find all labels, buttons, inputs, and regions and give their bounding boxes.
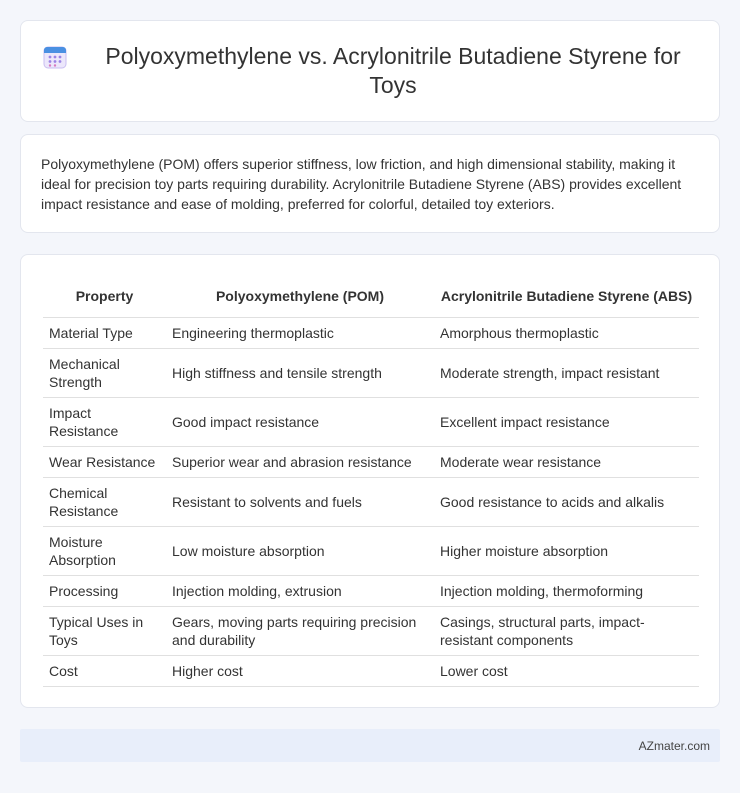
table-row [43,397,699,446]
footer-brand: AZmater.com [638,738,710,753]
row-abs: Excellent impact resistance [434,397,699,446]
calendar-icon [42,44,68,70]
table-row [43,446,699,477]
comparison-table [43,275,699,687]
row-property: Cost [43,655,166,686]
table-row [43,606,699,655]
row-property: Moisture Absorption [43,526,166,575]
row-abs: Good resistance to acids and alkalis [434,477,699,526]
header-abs: Acrylonitrile Butadiene Styrene (ABS) [434,275,699,317]
row-abs: Higher moisture absorption [434,526,699,575]
title-card [20,20,720,122]
row-pom: Engineering thermoplastic [166,317,434,348]
row-abs: Casings, structural parts, impact-resistant components [434,606,699,655]
table-row [43,655,699,686]
row-pom: High stiffness and tensile strength [166,348,434,397]
row-property: Wear Resistance [43,446,166,477]
row-abs: Injection molding, thermoforming [434,575,699,606]
row-property: Material Type [43,317,166,348]
table-row [43,526,699,575]
row-pom: Resistant to solvents and fuels [166,477,434,526]
row-abs: Moderate wear resistance [434,446,699,477]
table-row [43,317,699,348]
row-pom: Injection molding, extrusion [166,575,434,606]
row-pom: Superior wear and abrasion resistance [166,446,434,477]
table-header-row [43,275,699,317]
intro-card [20,134,720,233]
row-property: Processing [43,575,166,606]
row-abs: Amorphous thermoplastic [434,317,699,348]
row-pom: Gears, moving parts requiring precision and durability [166,606,434,655]
row-abs: Lower cost [434,655,699,686]
row-pom: Good impact resistance [166,397,434,446]
table-row [43,348,699,397]
row-property: Chemical Resistance [43,477,166,526]
row-property: Mechanical Strength [43,348,166,397]
table-row [43,477,699,526]
header-property: Property [43,275,166,317]
row-property: Typical Uses in Toys [43,606,166,655]
row-abs: Moderate strength, impact resistant [434,348,699,397]
title-wrap [42,42,698,100]
table-row [43,575,699,606]
intro-text: Polyoxymethylene (POM) offers superior stiffness, low friction, and high dimensional stability, making it ideal for precision toy parts requiring durability. Acrylonitrile Butadiene Styrene (ABS) provides excellent impact resistance and ease of molding, preferred for colorful, detailed toy exteriors. [41,156,682,212]
row-property: Impact Resistance [43,397,166,446]
row-pom: Higher cost [166,655,434,686]
comparison-card [20,254,720,708]
row-pom: Low moisture absorption [166,526,434,575]
footer [20,729,720,762]
page-title: Polyoxymethylene vs. Acrylonitrile Butadiene Styrene for Toys [105,43,681,98]
header-pom: Polyoxymethylene (POM) [166,275,434,317]
